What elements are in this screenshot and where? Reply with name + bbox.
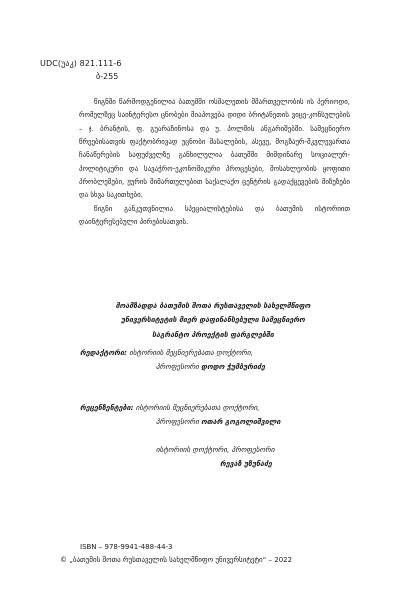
annotation-paragraph-2: წიგნი განკუთვნილია სპეციალისტებისა და ბათუმის ისტორიით დაინტერესებული პირებისათვის. xyxy=(79,204,350,227)
reviewer-1-degree: ისტორიის მეცნიერებათა დოქტორი, xyxy=(135,403,260,412)
editor-title: პროფესორი xyxy=(156,362,199,371)
reviewer-1-name: ოთარ გოგოლიშვილი xyxy=(201,417,281,426)
editor-label: რედაქტორი: xyxy=(80,348,127,357)
editor-line-1 xyxy=(80,346,253,360)
annotation-text xyxy=(79,96,350,229)
publication-note-line: მოამზადდა ბათუმის შოთა რუსთაველის სახელმწიფო xyxy=(115,301,311,310)
cutter-code: ბ-255 xyxy=(96,72,119,81)
reviewer-2-name: რევაზ უზუნაძე xyxy=(220,459,272,468)
editor-line-2 xyxy=(156,360,265,374)
reviewer-2-line-1 xyxy=(156,443,275,457)
publication-note xyxy=(63,299,363,342)
editor-name: დოდო ჭუმბურიძე xyxy=(201,362,266,371)
isbn: ISBN – 978-9941-488-44-3 xyxy=(80,543,173,551)
reviewer-1-line-2 xyxy=(156,415,280,429)
reviewer-2-degree: ისტორიის დოქტორი, პროფესორი xyxy=(156,445,275,454)
editor-degree: ისტორიის მეცნიერებათა დოქტორი, xyxy=(129,348,253,357)
udc-code: UDC(უაკ) 821.111-6 xyxy=(40,59,122,68)
publication-note-line: უნივერსიტეტის მიერ დაფინანსებული სამეცნიერო xyxy=(121,315,305,325)
reviewer-1-title: პროფესორი xyxy=(156,417,199,426)
annotation-paragraph-1: წიგნში წარმოდგენილია ბათუმში ოსმალეთის მმართველობის ის პერიოდი, რომელზეც საინტერესო ცნობები მიაპოვება დიდი ბრიტანეთის ვიცე-კონსულების – ჯ. ბრანტის, ფ. გუარაჩინოსა და უ. პოლმის ანგარიშებში. სამეცნიერო წრეებისათვის ფაქტობრივად უცნობი მასალების, ასევე, მოგზაურ-მკვლევართა ჩანაწერების საფუძველზე განხილულია ბათუმში მიმდინარე სოციალურ-პოლიტიკური და სავაჭრო-ეკონომიკური პროცესები, მოსახლეობის ყოფითი პრობლემები, ჟურის მიმართულებით საქალაქო ცენტრის გადაქცევების მიზეზები და სხვა საკითხები. xyxy=(79,98,350,200)
copyright: © „ბათუმის შოთა რუსთაველის სახელმწიფო უნივერსიტეტი“ – 2022 xyxy=(60,556,293,564)
publication-note-line: საგრანტო პროექტის ფარგლებში xyxy=(152,329,274,339)
reviewer-1-line-1 xyxy=(80,401,260,415)
reviewer-2-line-2 xyxy=(220,457,272,471)
reviewers-label: რეცენზენტები: xyxy=(80,403,134,412)
